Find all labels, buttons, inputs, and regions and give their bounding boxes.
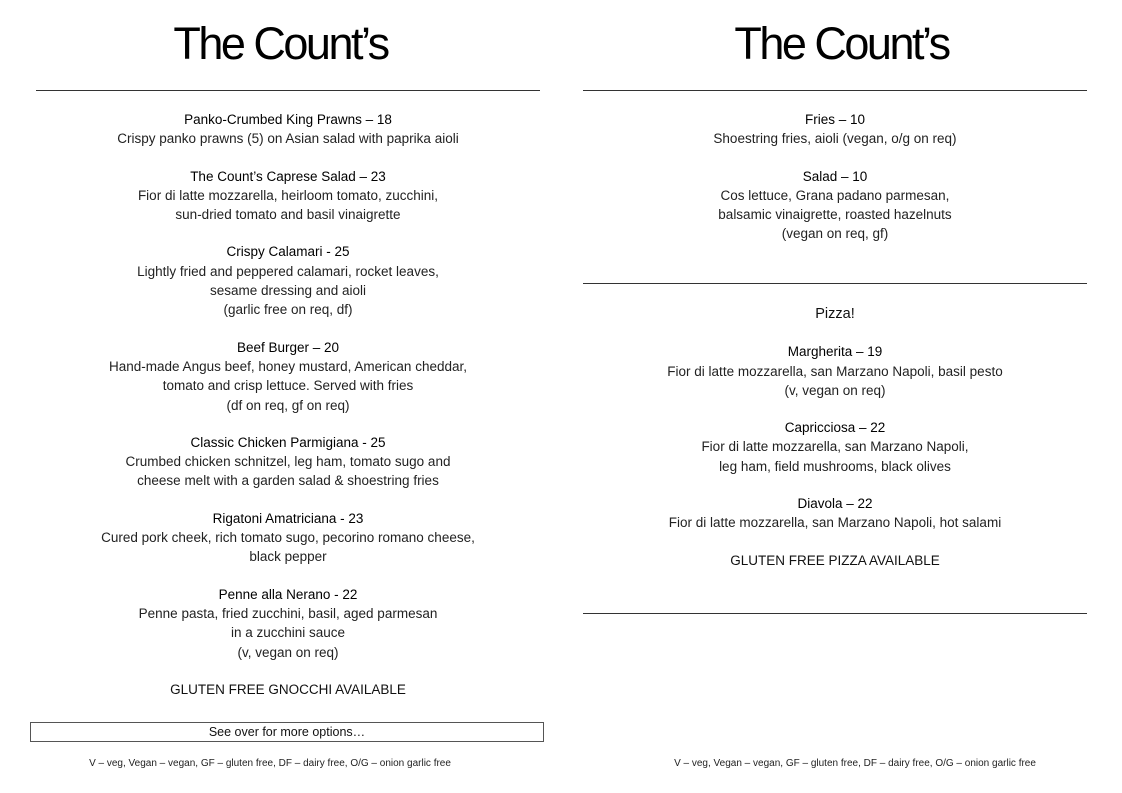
menu-item-description: Cos lettuce, Grana padano parmesan, [720,187,950,203]
menu-item-description: Fior di latte mozzarella, heirloom tomato, zucchini, [137,187,439,203]
menu-item [585,418,1085,476]
menu-item [38,338,538,415]
menu-item-name: Rigatoni Amatriciana - 23 [212,510,364,526]
menu-item-name: Classic Chicken Parmigiana - 25 [190,434,386,450]
menu-item-description: Fior di latte mozzarella, san Marzano Napoli, basil pesto [667,363,1003,379]
menu-item-description: Crumbed chicken schnitzel, leg ham, tomato sugo and [125,454,451,470]
menu-item-description: Fior di latte mozzarella, san Marzano Napoli, [701,439,969,455]
menu-item-description: in a zucchini sauce [230,625,346,641]
menu-item [585,167,1085,244]
menu-item-description: leg ham, field mushrooms, black olives [719,458,951,474]
menu-item-name: Margherita – 19 [787,344,883,360]
divider [583,283,1087,284]
pizza-section [585,305,1085,570]
gluten-free-notice: GLUTEN FREE PIZZA AVAILABLE [730,552,940,568]
divider [583,613,1087,614]
menu-item [585,342,1085,400]
sides-list [585,110,1085,262]
menu-item-description: sun-dried tomato and basil vinaigrette [175,207,401,223]
menu-item-description: Penne pasta, fried zucchini, basil, aged parmesan [138,605,438,621]
menu-item [585,110,1085,149]
menu-page-right [561,0,1122,793]
menu-item-description: Fior di latte mozzarella, san Marzano Napoli, hot salami [668,515,1002,531]
menu-item-description: cheese melt with a garden salad & shoestring fries [137,473,439,489]
menu-item-name: Capricciosa – 22 [784,420,886,436]
dietary-legend: V – veg, Vegan – vegan, GF – gluten free, DF – dairy free, O/G – onion garlic free [674,758,1036,769]
restaurant-title: The Count’s [173,18,388,69]
menu-item-description: Cured pork cheek, rich tomato sugo, pecorino romano cheese, [101,530,475,546]
menu-item-name: Beef Burger – 20 [236,339,340,355]
menu-item [38,509,538,567]
menu-item-dietary-note: (v, vegan on req) [237,644,339,660]
menu-item-name: Panko-Crumbed King Prawns – 18 [184,112,392,127]
menu-item [38,110,538,149]
menu-item-dietary-note: (v, vegan on req) [784,382,886,398]
menu-item [38,433,538,491]
menu-item-description: Hand-made Angus beef, honey mustard, American cheddar, [109,358,467,374]
menu-item [38,167,538,225]
dietary-legend: V – veg, Vegan – vegan, GF – gluten free, DF – dairy free, O/G – onion garlic free [89,758,451,769]
menu-item [38,242,538,319]
menu-item-description: Lightly fried and peppered calamari, rocket leaves, [137,263,439,279]
menu-item-name: Fries – 10 [804,112,866,127]
menu-item-name: The Count’s Caprese Salad – 23 [190,168,386,184]
menu-item-name: Penne alla Nerano - 22 [218,586,358,602]
menu-item-description: Shoestring fries, aioli (vegan, o/g on req) [713,131,957,147]
menu-item-description: Crispy panko prawns (5) on Asian salad with paprika aioli [117,131,459,147]
restaurant-title: The Count’s [734,18,949,69]
section-title: Pizza! [815,306,855,322]
see-over-banner: See over for more options… [30,722,544,742]
menu-item-description: balsamic vinaigrette, roasted hazelnuts [718,207,952,223]
menu-item-name: Diavola – 22 [797,496,873,512]
menu-item-dietary-note: (garlic free on req, df) [223,302,353,318]
menu-item-name: Crispy Calamari - 25 [226,244,350,260]
menu-item-description: tomato and crisp lettuce. Served with fries [162,378,414,394]
menu-item-name: Salad – 10 [802,168,868,184]
menu-item-description: black pepper [249,549,327,565]
menu-item [38,585,538,662]
menu-item [585,494,1085,533]
menu-item-dietary-note: (vegan on req, gf) [781,226,889,242]
divider [583,90,1087,91]
menu-item-dietary-note: (df on req, gf on req) [226,397,350,413]
divider [36,90,540,91]
gluten-free-notice: GLUTEN FREE GNOCCHI AVAILABLE [170,681,406,697]
mains-list [38,110,538,699]
menu-item-description: sesame dressing and aioli [209,283,367,299]
